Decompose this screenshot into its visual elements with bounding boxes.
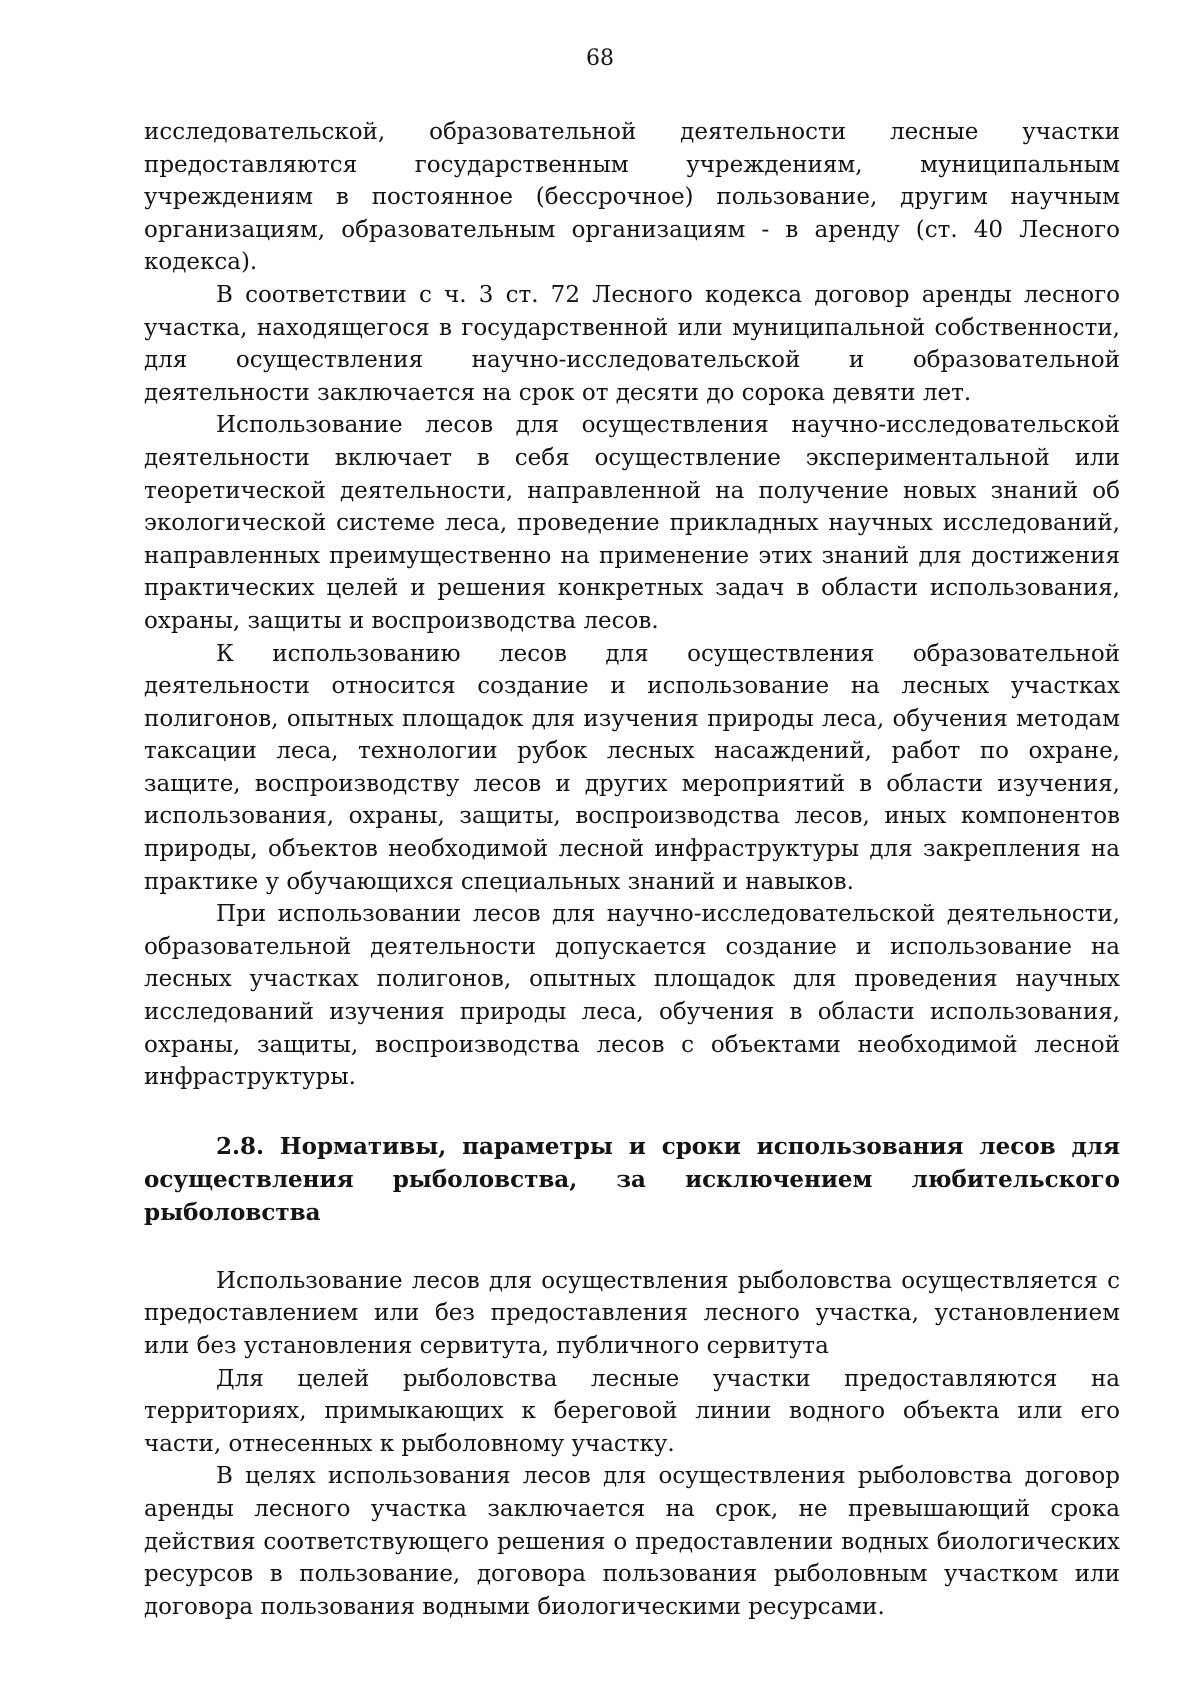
paragraph-fishing-plots: Для целей рыболовства лесные участки предоставляются на территориях, примыкающих к береговой линии водного объекта или его части, отнесенных к рыболовному участку. (144, 1365, 1120, 1457)
paragraph-fishing-use: Использование лесов для осуществления рыболовства осуществляется с предоставлением или без предоставления лесного участка, установлением или без установления сервитута, публичного сервитута (144, 1267, 1120, 1359)
section-heading: 2.8. Нормативы, параметры и сроки использования лесов для осуществления рыболовства, за исключением любительского рыболовства (144, 1132, 1120, 1226)
page-number: 68 (586, 46, 614, 71)
paragraph-continuation: исследовательской, образовательной деятельности лесные участки предоставляются государственным учреждениям, муниципальным учреждениям в постоянное (бессрочное) пользование, другим научным организациям, образовательным организациям - в аренду (ст. 40 Лесного кодекса). (144, 119, 1120, 276)
paragraph-lease-term: В соответствии с ч. 3 ст. 72 Лесного кодекса договор аренды лесного участка, находящегося в государственной или муниципальной собственности, для осуществления научно-исследовательской и образовательной деятельности заключается на срок от десяти до сорока девяти лет. (144, 281, 1120, 406)
paragraph-research-activity: Использование лесов для осуществления научно-исследовательской деятельности включает в себя осуществление экспериментальной или теоретической деятельности, направленной на получение новых знаний об экологической системе леса, проведение прикладных научных исследований, направленных преимущественно на применение этих знаний для достижения практических целей и решения конкретных задач в области использования, охраны, защиты и воспроизводства лесов. (144, 412, 1120, 634)
paragraph-infrastructure: При использовании лесов для научно-исследовательской деятельности, образовательной деятельности допускается создание и использование на лесных участках полигонов, опытных площадок для проведения научных исследований изучения природы леса, обучения в области использования, охраны, защиты, воспроизводства лесов с объектами необходимой лесной инфраструктуры. (144, 901, 1120, 1091)
paragraph-fishing-lease-term: В целях использования лесов для осуществления рыболовства договор аренды лесного участка заключается на срок, не превышающий срока действия соответствующего решения о предоставлении водных биологических ресурсов в пользование, договора пользования рыболовным участком или договора пользования водными биологическими ресурсами. (144, 1463, 1120, 1620)
page-body (144, 116, 1120, 1623)
paragraph-educational-activity: К использованию лесов для осуществления образовательной деятельности относится создание и использование на лесных участках полигонов, опытных площадок для изучения природы леса, обучения методам таксации леса, технологии рубок лесных насаждений, работ по охране, защите, воспроизводству лесов и других мероприятий в области изучения, использования, охраны, защиты, воспроизводства лесов, иных компонентов природы, объектов необходимой лесной инфраструктуры для закрепления на практике у обучающихся специальных знаний и навыков. (144, 640, 1120, 895)
